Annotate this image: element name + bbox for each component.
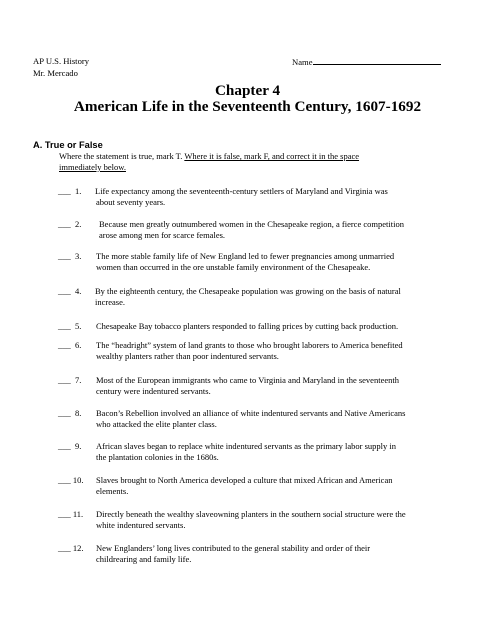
- chapter-subtitle: American Life in the Seventeenth Century, 1607-1692: [73, 98, 422, 115]
- name-blank-line[interactable]: [313, 56, 441, 65]
- question-line: white indentured servants.: [96, 519, 186, 530]
- question-text: [96, 251, 468, 272]
- question-text: [96, 543, 468, 564]
- question-line: arose among men for scarce females.: [99, 229, 226, 240]
- question-line: Because men greatly outnumbered women in the Chesapeake region, a fierce competition: [99, 219, 404, 229]
- question-line: who attacked the elite planter class.: [96, 418, 217, 429]
- question-text: [96, 408, 468, 429]
- question-line: century were indentured servants.: [96, 385, 211, 396]
- question-line: The more stable family life of New England led to fewer pregnancies among unmarried: [96, 251, 395, 261]
- question-line: Most of the European immigrants who came to Virginia and Maryland in the seventeenth: [96, 375, 399, 385]
- question-line: The “headright” system of land grants to those who brought laborers to America benefited: [96, 340, 403, 350]
- question-line: Bacon’s Rebellion involved an alliance of white indentured servants and Native Americans: [96, 408, 406, 418]
- question-line: wealthy planters rather than poor indentured servants.: [96, 350, 279, 361]
- question-line: African slaves began to replace white indentured servants as the primary labor supply in: [96, 441, 396, 451]
- question-line: Slaves brought to North America developed a culture that mixed African and American: [96, 475, 393, 485]
- question-text: [95, 286, 467, 307]
- answer-blank[interactable]: ___ 10.: [58, 475, 84, 485]
- question-text: [95, 186, 467, 207]
- answer-blank[interactable]: ___ 3.: [58, 251, 82, 261]
- answer-blank[interactable]: ___ 8.: [58, 408, 82, 418]
- question-line: Directly beneath the wealthy slaveowning planters in the southern social structure were the: [96, 509, 406, 519]
- instructions-plain: Where the statement is true, mark T.: [59, 151, 185, 161]
- question-text: [99, 219, 471, 240]
- question-line: New Englanders’ long lives contributed to the general stability and order of their: [96, 543, 371, 553]
- answer-blank[interactable]: ___ 4.: [58, 286, 82, 296]
- section-instructions: [59, 151, 459, 172]
- question-text: [96, 375, 468, 396]
- name-label: Name: [292, 57, 313, 67]
- question-line: Chesapeake Bay tobacco planters responded to falling prices by cutting back production.: [96, 321, 399, 331]
- answer-blank[interactable]: ___ 7.: [58, 375, 82, 385]
- question-line: about seventy years.: [96, 196, 166, 207]
- course-name: AP U.S. History: [33, 56, 90, 66]
- question-line: the plantation colonies in the 1680s.: [96, 451, 219, 462]
- question-line: Life expectancy among the seventeenth-century settlers of Maryland and Virginia was: [95, 186, 388, 196]
- question-line: women than occurred in the ore unstable family environment of the Chesapeake.: [96, 261, 371, 272]
- teacher-name: Mr. Mercado: [33, 67, 78, 78]
- question-text: [96, 441, 468, 462]
- instructions-underlined-2: immediately below.: [59, 161, 126, 172]
- section-title: A. True or False: [33, 140, 103, 150]
- answer-blank[interactable]: ___ 11.: [58, 509, 84, 519]
- answer-blank[interactable]: ___ 12.: [58, 543, 84, 553]
- question-text: [96, 321, 468, 332]
- question-line: increase.: [95, 296, 125, 307]
- answer-blank[interactable]: ___ 2.: [58, 219, 82, 229]
- name-field[interactable]: [292, 56, 441, 69]
- question-line: childrearing and family life.: [96, 553, 192, 564]
- question-text: [96, 475, 468, 496]
- header-left: [33, 56, 89, 79]
- instructions-underlined-1: Where it is false, mark F, and correct it in the space: [184, 151, 360, 161]
- question-line: elements.: [96, 485, 129, 496]
- answer-blank[interactable]: ___ 9.: [58, 441, 82, 451]
- question-line: By the eighteenth century, the Chesapeake population was growing on the basis of natural: [95, 286, 401, 296]
- answer-blank[interactable]: ___ 5.: [58, 321, 82, 331]
- answer-blank[interactable]: ___ 6.: [58, 340, 82, 350]
- question-text: [96, 340, 468, 361]
- answer-blank[interactable]: ___ 1.: [58, 186, 82, 196]
- chapter-title: Chapter 4: [214, 82, 281, 99]
- question-text: [96, 509, 468, 530]
